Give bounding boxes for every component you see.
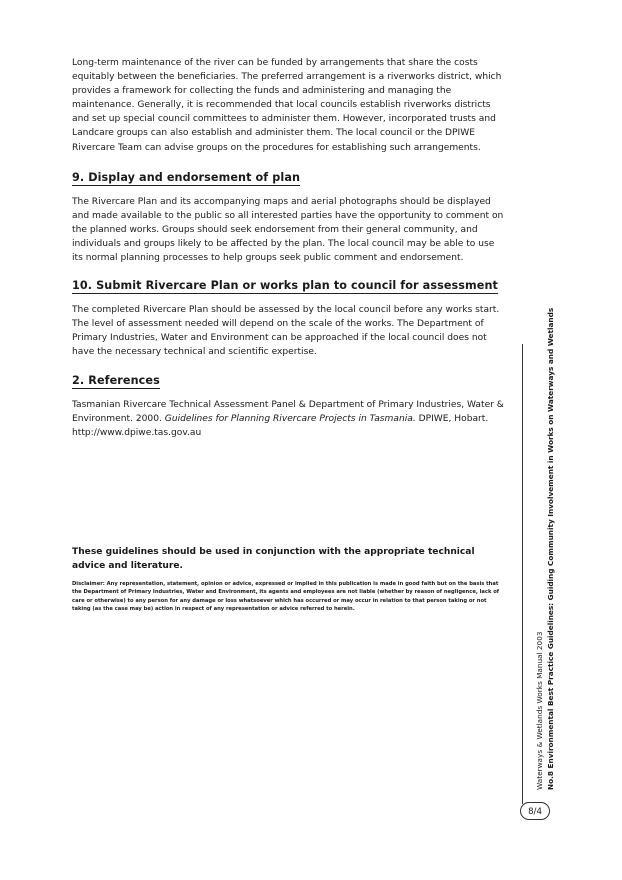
guideline-title: No.8 Environmental Best Practice Guidelines: Guiding Community Involvement in Works on Waterways and Wetlands: [546, 307, 555, 790]
reference-publisher: DPIWE, Hobart.: [415, 414, 489, 425]
manual-title: Waterways & Wetlands Works Manual 2003: [535, 631, 544, 790]
section-9: [72, 166, 504, 265]
section-10-body: The completed Rivercare Plan should be assessed by the local council before any works start. The level of assessment needed will depend on the scale of the works. The Department of Primary Industries, Water and Environment can be approached if the local council does not have the necessary technical and scientific expertise.: [72, 305, 500, 358]
section-9-body: The Rivercare Plan and its accompanying maps and aerial photographs should be displayed and made available to the public so all interested parties have the opportunity to comment on the planned works. Groups should seek endorsement from their general community, and individuals and groups likely to be affected by the plan. The local council may be able to use its normal planning processes to help groups seek public comment and endorsement.: [72, 197, 504, 264]
guidelines-note: These guidelines should be used in conjunction with the appropriate technical advice and literature.: [72, 547, 475, 571]
section-10: [72, 274, 504, 359]
intro-paragraph: Long-term maintenance of the river can be funded by arrangements that share the costs equitably between the beneficiaries. The preferred arrangement is a riverworks district, which provides a framework for collecting the funds and administering and managing the maintenance. Generally, it is recommended that local councils establish riverworks districts and set up special council committees to administer them. However, incorporated trusts and Landcare groups can also establish and administer them. The local council or the DPIWE Rivercare Team can advise groups on the procedures for establishing such arrangements.: [72, 58, 502, 153]
reference-url: http://www.dpiwe.tas.gov.au: [72, 428, 202, 439]
guidelines-section: [72, 546, 504, 614]
page-number: 8/4: [520, 802, 550, 820]
reference-entry: [72, 398, 504, 440]
section-10-heading: 10. Submit Rivercare Plan or works plan to council for assessment: [72, 279, 498, 292]
sidebar-running-title: [534, 307, 564, 790]
intro-section: [72, 56, 504, 155]
section-9-heading: 9. Display and endorsement of plan: [72, 171, 301, 184]
disclaimer-text: Disclaimer: Any representation, statement, opinion or advice, expressed or implied in this publication is made in good faith but on the basis that the Department of Primary Industries, Water and Environment, its agents and employees are not liable (whether by reason of negligence, lack of care or otherwise) to any person for any damage or loss whatsoever which has occurred or may occur in relation to that person taking or not taking (as the case may be) action in respect of any representation or advice referred to herein.: [72, 581, 500, 613]
sidebar-divider: [522, 344, 523, 804]
reference-title: Guidelines for Planning Rivercare Projects in Tasmania.: [164, 414, 416, 425]
references-heading: 2. References: [72, 374, 160, 387]
references-section: [72, 369, 504, 440]
reference-authors: Tasmanian Rivercare Technical Assessment Panel & Department of Primary Industries, Water & Environment. 2000.: [72, 400, 504, 425]
